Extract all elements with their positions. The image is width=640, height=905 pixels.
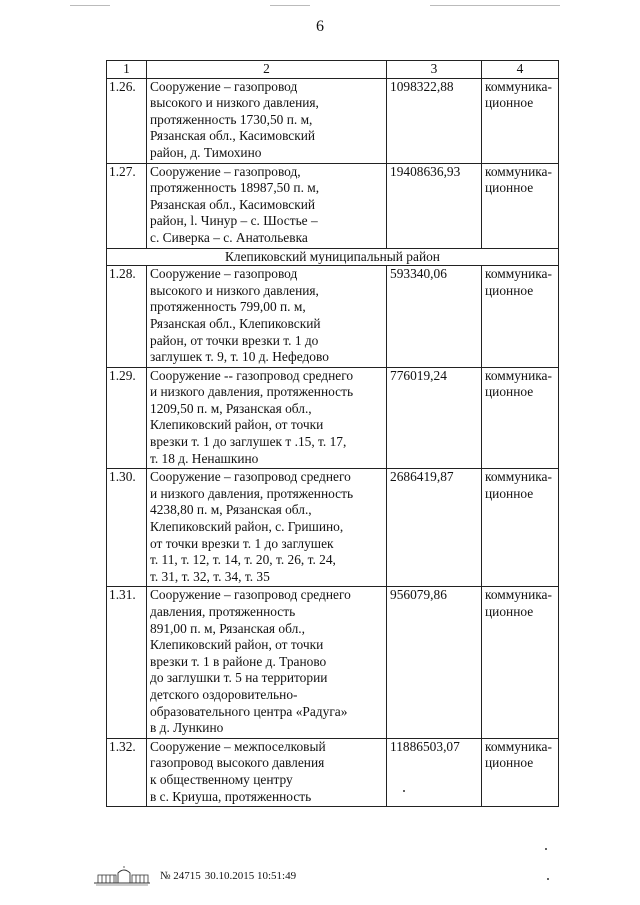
purpose-line: коммуника- [485, 367, 552, 383]
purpose-line: ционное [485, 180, 534, 196]
item-description [147, 78, 387, 163]
description-line: газопровод высокого давления [150, 755, 325, 771]
description-line: Рязанская обл., Касимовский [150, 196, 316, 212]
item-number: 1.26. [107, 78, 147, 163]
section-title: Клепиковский муниципальный район [107, 248, 559, 266]
description-line: Сооружение – газопровод среднего [150, 587, 351, 603]
description-line: к общественному центру [150, 771, 293, 787]
ministry-logo-icon [92, 866, 152, 886]
header-cell: 2 [147, 61, 387, 79]
item-number: 1.30. [107, 469, 147, 587]
stamp-number: № 24715 [160, 870, 201, 882]
purpose-line: коммуника- [485, 78, 552, 94]
purpose-line: коммуника- [485, 266, 552, 282]
description-line: 4238,80 п. м, Рязанская обл., [150, 502, 312, 518]
item-purpose [482, 163, 559, 248]
header-cell: 4 [482, 61, 559, 79]
purpose-line: ционное [485, 282, 534, 298]
description-line: в д. Лункино [150, 720, 224, 736]
description-line: протяженность 1730,50 п. м, [150, 111, 313, 127]
item-purpose [482, 587, 559, 738]
item-description [147, 367, 387, 469]
item-purpose [482, 738, 559, 806]
description-line: заглушек т. 9, т. 10 д. Нефедово [150, 349, 329, 365]
table-row [107, 367, 559, 469]
item-description [147, 587, 387, 738]
description-line: Сооружение – газопровод, [150, 163, 301, 179]
item-number: 1.31. [107, 587, 147, 738]
purpose-line: ционное [485, 485, 534, 501]
scan-mark [270, 5, 310, 6]
table-row [107, 587, 559, 738]
item-description [147, 738, 387, 806]
purpose-line: ционное [485, 384, 534, 400]
scan-mark [430, 5, 560, 6]
description-line: Сооружение – газопровод [150, 78, 298, 94]
item-value: 593340,06 [387, 266, 482, 368]
scan-speck [547, 878, 549, 880]
item-purpose [482, 367, 559, 469]
header-row [107, 61, 559, 79]
item-value: 19408636,93 [387, 163, 482, 248]
table-row [107, 266, 559, 368]
description-line: т. 18 д. Ненашкино [150, 450, 259, 466]
item-number: 1.32. [107, 738, 147, 806]
purpose-line: коммуника- [485, 587, 552, 603]
description-line: и низкого давления, протяженность [150, 485, 354, 501]
description-line: 1209,50 п. м, Рязанская обл., [150, 400, 312, 416]
description-line: образовательного центра «Радуга» [150, 703, 348, 719]
description-line: т. 11, т. 12, т. 14, т. 20, т. 26, т. 24, [150, 552, 336, 568]
description-line: Сооружение – газопровод среднего [150, 469, 351, 485]
description-line: район, д. Тимохино [150, 144, 262, 160]
page-number: 6 [316, 18, 324, 35]
description-line: с. Сиверка – с. Анатольевка [150, 229, 308, 245]
description-line: Рязанская обл., Касимовский [150, 128, 316, 144]
item-number: 1.29. [107, 367, 147, 469]
description-line: до заглушки т. 5 на территории [150, 670, 328, 686]
description-line: от точки врезки т. 1 до заглушек [150, 535, 334, 551]
purpose-line: ционное [485, 95, 534, 111]
item-value: 2686419,87 [387, 469, 482, 587]
table-body [107, 61, 559, 807]
property-table [106, 60, 559, 807]
table-row [107, 163, 559, 248]
description-line: и низкого давления, протяженность [150, 384, 354, 400]
table-row [107, 78, 559, 163]
scan-speck [403, 790, 405, 792]
stamp-datetime: 30.10.2015 10:51:49 [204, 870, 297, 882]
description-line: Сооружение – межпоселковый [150, 738, 326, 754]
purpose-line: ционное [485, 755, 534, 771]
description-line: врезки т. 1 до заглушек т .15, т. 17, [150, 434, 347, 450]
item-value: 11886503,07 [387, 738, 482, 806]
description-line: высокого и низкого давления, [150, 282, 319, 298]
table-row [107, 469, 559, 587]
item-description [147, 163, 387, 248]
purpose-line: коммуника- [485, 469, 552, 485]
item-value: 1098322,88 [387, 78, 482, 163]
item-number: 1.27. [107, 163, 147, 248]
description-line: Клепиковский район, от точки [150, 417, 324, 433]
description-line: врезки т. 1 в районе д. Траново [150, 653, 327, 669]
header-cell: 1 [107, 61, 147, 79]
description-line: Рязанская обл., Клепиковский [150, 315, 321, 331]
section-row [107, 248, 559, 266]
item-value: 956079,86 [387, 587, 482, 738]
description-line: давления, протяженность [150, 604, 296, 619]
description-line: Клепиковский район, с. Гришино, [150, 519, 344, 535]
item-description [147, 469, 387, 587]
description-line: протяженность 799,00 п. м, [150, 299, 306, 315]
description-line: протяженность 18987,50 п. м, [150, 180, 320, 196]
description-line: 891,00 п. м, Рязанская обл., [150, 620, 305, 636]
item-value: 776019,24 [387, 367, 482, 469]
purpose-line: ционное [485, 604, 534, 619]
item-purpose [482, 78, 559, 163]
table-row [107, 738, 559, 806]
scan-speck [545, 848, 547, 850]
description-line: в с. Криуша, протяженность [150, 788, 312, 804]
item-description [147, 266, 387, 368]
description-line: т. 31, т. 32, т. 34, т. 35 [150, 568, 270, 584]
description-line: Сооружение – газопровод [150, 266, 298, 282]
description-line: Клепиковский район, от точки [150, 637, 324, 653]
registration-stamp [92, 866, 296, 886]
description-line: район, l. Чинур – с. Шостье – [150, 213, 318, 229]
purpose-line: коммуника- [485, 738, 552, 754]
description-line: высокого и низкого давления, [150, 95, 319, 111]
item-purpose [482, 469, 559, 587]
scan-mark [70, 5, 110, 6]
item-purpose [482, 266, 559, 368]
description-line: детского оздоровительно- [150, 686, 298, 702]
item-number: 1.28. [107, 266, 147, 368]
description-line: Сооружение -- газопровод среднего [150, 367, 354, 383]
purpose-line: коммуника- [485, 163, 552, 179]
description-line: район, от точки врезки т. 1 до [150, 332, 319, 348]
header-cell: 3 [387, 61, 482, 79]
